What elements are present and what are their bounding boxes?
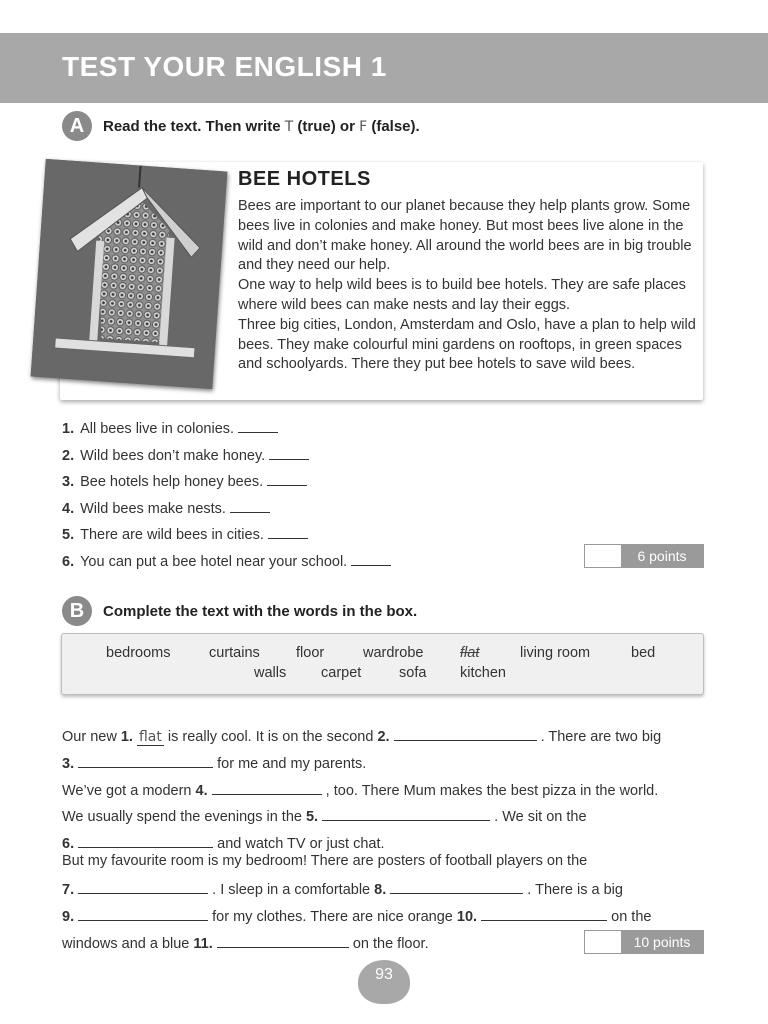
question-list: [62, 418, 482, 577]
question-number: 3.: [62, 474, 75, 490]
word-item: curtains: [209, 645, 260, 661]
question-item: [62, 471, 482, 498]
true-mark: T: [284, 119, 294, 135]
section-a-instruction: [103, 118, 420, 135]
page-number: 93: [358, 960, 410, 1004]
bee-hotel-photo: [31, 159, 228, 389]
section-b-badge: B: [62, 596, 92, 626]
question-item: [62, 524, 482, 551]
cloze-line: 6. and watch TV or just chat.: [62, 833, 385, 852]
answer-blank[interactable]: [351, 551, 391, 566]
cloze-line: 3. for me and my parents.: [62, 753, 366, 772]
answer-blank[interactable]: [269, 445, 309, 460]
word-box: [61, 633, 704, 695]
word-item: wardrobe: [363, 645, 424, 661]
instruction-text: Read the text. Then write: [103, 118, 285, 135]
gap-4[interactable]: [212, 780, 322, 795]
word-item: kitchen: [460, 665, 506, 681]
points-box-a: [584, 544, 704, 568]
word-item: walls: [254, 665, 287, 681]
word-item: floor: [296, 645, 325, 661]
question-item: [62, 418, 482, 445]
instruction-text: (false).: [367, 118, 420, 135]
cloze-line: We’ve got a modern 4. , too. There Mum makes the best pizza in the world.: [62, 780, 658, 799]
cloze-line: We usually spend the evenings in the 5. . We sit on the: [62, 806, 587, 825]
question-text: Bee hotels help honey bees.: [80, 474, 264, 490]
gap-8[interactable]: [390, 879, 523, 894]
gap-9[interactable]: [78, 906, 208, 921]
points-label: 10 points: [621, 931, 703, 953]
answer-example: flat: [138, 729, 162, 745]
question-text: Wild bees make nests.: [80, 500, 226, 517]
gap-5[interactable]: [322, 806, 490, 821]
article-paragraph: One way to help wild bees is to build bee hotels. They are safe places where wild bees can make nests and lay their eggs.: [238, 277, 686, 313]
gap-2[interactable]: [394, 726, 537, 741]
score-field[interactable]: [585, 545, 621, 567]
question-text: There are wild bees in cities.: [80, 527, 264, 543]
cloze-line: But my favourite room is my bedroom! There are posters of football players on the: [62, 853, 588, 869]
points-label: 6 points: [621, 545, 703, 567]
page-header: [0, 33, 768, 103]
instruction-text: (true) or: [293, 118, 360, 135]
question-text: You can put a bee hotel near your school.: [80, 553, 348, 570]
section-a-badge: A: [62, 111, 92, 141]
gap-10[interactable]: [481, 906, 607, 921]
page-title: TEST YOUR ENGLISH 1: [62, 51, 387, 82]
gap-3[interactable]: [78, 753, 213, 768]
section-b-instruction: Complete the text with the words in the box.: [103, 603, 418, 620]
gap-7[interactable]: [78, 879, 208, 894]
cloze-line: 9. for my clothes. There are nice orange 10. on the: [62, 906, 651, 925]
gap-6[interactable]: [78, 833, 213, 848]
question-text: All bees live in colonies.: [80, 421, 235, 437]
answer-blank[interactable]: [238, 418, 278, 433]
score-field[interactable]: [585, 931, 621, 953]
answer-blank[interactable]: [268, 524, 308, 539]
article-paragraph: Three big cities, London, Amsterdam and Oslo, have a plan to help wild bees. They make colourful mini gardens on rooftops, in green spaces and schoolyards. There they put bee hotels to save wild bees.: [238, 316, 696, 373]
article-title: BEE HOTELS: [238, 168, 371, 190]
question-number: 2.: [62, 447, 75, 464]
word-item-crossed: flat: [460, 645, 480, 661]
article-paragraph: Bees are important to our planet because they help plants grow. Some bees live in colonies and make honey. But most bees live alone in the wild and don’t make honey. All around the world bees are in big trouble and they need our help.: [238, 198, 692, 274]
cloze-line: 7. . I sleep in a comfortable 8. . There is a big: [62, 879, 623, 898]
question-number: 1.: [62, 421, 75, 437]
bee-hotel-illustration: [31, 159, 228, 389]
question-number: 4.: [62, 500, 75, 517]
word-item: living room: [520, 645, 591, 661]
answer-blank[interactable]: [230, 498, 270, 513]
cloze-line: Our new 1. flat is really cool. It is on the second 2. . There are two big: [62, 726, 661, 746]
question-number: 5.: [62, 527, 75, 543]
question-item: [62, 551, 482, 578]
question-item: [62, 498, 482, 525]
cloze-line: windows and a blue 11. on the floor.: [62, 933, 429, 952]
word-item: bedrooms: [106, 645, 171, 661]
question-item: [62, 445, 482, 472]
answer-blank[interactable]: [267, 471, 307, 486]
question-number: 6.: [62, 553, 75, 570]
word-item: sofa: [399, 665, 427, 681]
question-text: Wild bees don’t make honey.: [80, 447, 266, 464]
gap-11[interactable]: [217, 933, 349, 948]
false-mark: F: [359, 119, 368, 135]
word-item: carpet: [321, 665, 362, 681]
word-item: bed: [631, 645, 656, 661]
points-box-b: [584, 930, 704, 954]
article-body: [238, 197, 698, 375]
